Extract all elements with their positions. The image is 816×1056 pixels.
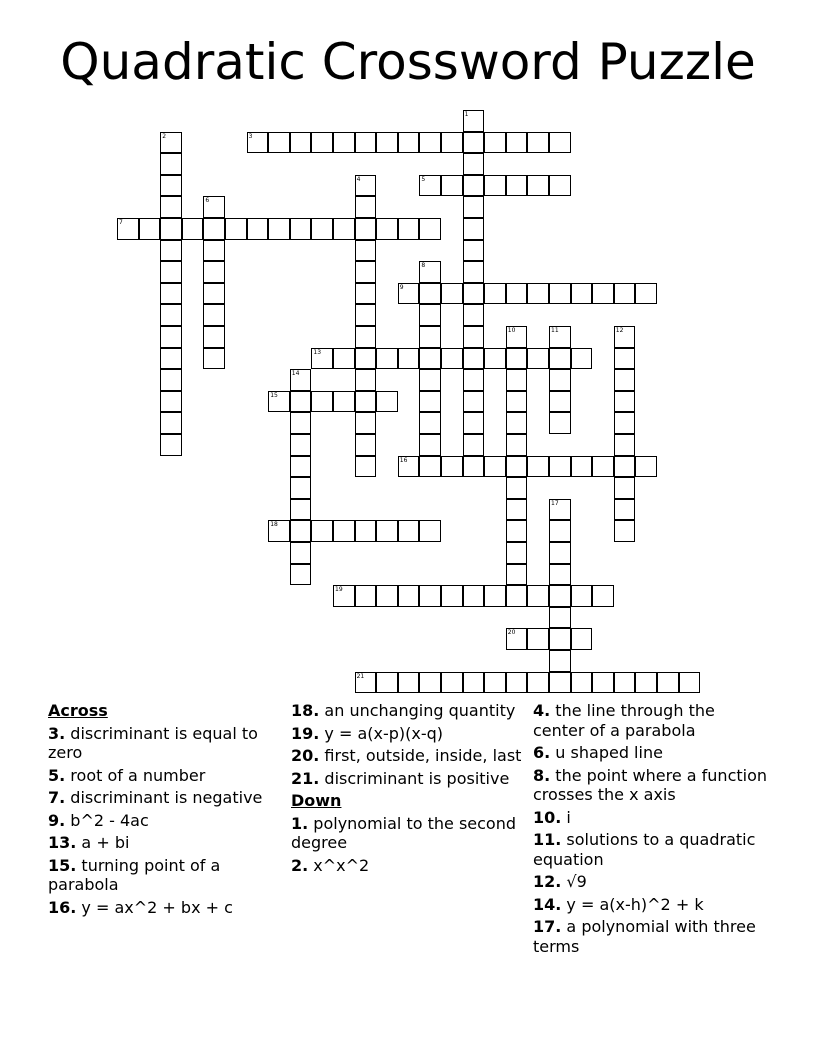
grid-cell[interactable] — [203, 261, 225, 283]
grid-cell[interactable] — [614, 348, 636, 370]
grid-cell[interactable] — [527, 585, 549, 607]
grid-cell[interactable] — [527, 283, 549, 305]
grid-cell[interactable] — [657, 672, 679, 694]
grid-cell[interactable] — [376, 520, 398, 542]
grid-cell[interactable] — [333, 218, 355, 240]
grid-cell[interactable] — [160, 175, 182, 197]
grid-cell[interactable] — [463, 369, 485, 391]
grid-cell[interactable] — [463, 412, 485, 434]
grid-cell[interactable] — [592, 283, 614, 305]
grid-cell[interactable] — [463, 153, 485, 175]
grid-cell[interactable] — [203, 348, 225, 370]
grid-cell[interactable] — [117, 218, 139, 240]
clue-number: 21 — [356, 672, 365, 680]
grid-cell[interactable] — [635, 283, 657, 305]
clue-number: 15 — [270, 391, 278, 399]
grid-cell[interactable] — [484, 175, 506, 197]
grid-cell[interactable] — [549, 542, 571, 564]
grid-cell[interactable] — [614, 499, 636, 521]
grid-cell[interactable] — [160, 412, 182, 434]
grid-cell[interactable] — [355, 391, 377, 413]
grid-cell[interactable] — [160, 434, 182, 456]
clue-number: 16 — [399, 456, 408, 464]
grid-cell[interactable] — [484, 456, 506, 478]
grid-cell[interactable] — [549, 283, 571, 305]
grid-cell[interactable] — [571, 628, 593, 650]
grid-cell[interactable] — [441, 672, 463, 694]
grid-cell[interactable] — [333, 391, 355, 413]
grid-cell[interactable] — [484, 348, 506, 370]
grid-cell[interactable] — [463, 304, 485, 326]
grid-cell[interactable] — [333, 132, 355, 154]
grid-cell[interactable] — [506, 520, 528, 542]
grid-cell[interactable] — [506, 369, 528, 391]
grid-cell[interactable] — [506, 132, 528, 154]
clue-across-5: 5. root of a number — [48, 765, 206, 785]
grid-cell[interactable] — [614, 369, 636, 391]
grid-cell[interactable] — [355, 348, 377, 370]
grid-cell[interactable] — [419, 391, 441, 413]
clue-down-4: 4. the line through the center of a parabola — [533, 701, 715, 740]
grid-cell[interactable] — [355, 672, 377, 694]
grid-cell[interactable] — [355, 283, 377, 305]
grid-cell[interactable] — [160, 153, 182, 175]
grid-cell[interactable] — [160, 283, 182, 305]
clue-number: 6 — [205, 197, 210, 205]
grid-cell[interactable] — [355, 175, 377, 197]
grid-cell[interactable] — [571, 348, 593, 370]
grid-cell[interactable] — [268, 218, 290, 240]
grid-cell[interactable] — [419, 326, 441, 348]
grid-cell[interactable] — [290, 391, 312, 413]
grid-cell[interactable] — [549, 564, 571, 586]
grid-cell[interactable] — [463, 110, 485, 132]
grid-cell[interactable] — [203, 240, 225, 262]
grid-cell[interactable] — [549, 132, 571, 154]
grid-cell[interactable] — [635, 672, 657, 694]
clue-number: 7 — [119, 219, 123, 226]
grid-cell[interactable] — [225, 218, 247, 240]
clue-number: 19 — [335, 586, 343, 594]
grid-cell[interactable] — [203, 218, 225, 240]
clue-number: 8 — [421, 262, 426, 270]
grid-cell[interactable] — [247, 132, 269, 154]
grid-cell[interactable] — [355, 240, 377, 262]
grid-cell[interactable] — [160, 261, 182, 283]
clue-across-16: 16. y = ax^2 + bx + c — [48, 897, 233, 917]
grid-cell[interactable] — [419, 261, 441, 283]
clue-down-12: 12. √9 — [533, 872, 587, 891]
grid-cell[interactable] — [463, 240, 485, 262]
clues-column-2 — [291, 701, 527, 878]
grid-cell[interactable] — [160, 326, 182, 348]
grid-cell[interactable] — [463, 434, 485, 456]
grid-cell[interactable] — [376, 672, 398, 694]
clue-across-3: 3. discriminant is equal to zero — [48, 723, 258, 762]
grid-cell[interactable] — [160, 304, 182, 326]
across-heading: Across — [48, 701, 108, 720]
grid-cell[interactable] — [290, 412, 312, 434]
grid-cell[interactable] — [376, 218, 398, 240]
grid-cell[interactable] — [203, 283, 225, 305]
grid-cell[interactable] — [398, 348, 420, 370]
grid-cell[interactable] — [139, 218, 161, 240]
clue-number: 14 — [291, 370, 300, 378]
clue-down-14: 14. y = a(x-h)^2 + k — [533, 894, 704, 914]
grid-cell[interactable] — [160, 369, 182, 391]
grid-cell[interactable] — [398, 218, 420, 240]
clue-down-1: 1. polynomial to the second degree — [291, 813, 517, 852]
grid-cell[interactable] — [160, 218, 182, 240]
grid-cell[interactable] — [355, 304, 377, 326]
grid-cell[interactable] — [311, 218, 333, 240]
grid-cell[interactable] — [311, 132, 333, 154]
grid-cell[interactable] — [419, 456, 441, 478]
clue-number: 11 — [551, 327, 559, 334]
grid-cell[interactable] — [419, 412, 441, 434]
grid-cell[interactable] — [506, 542, 528, 564]
grid-cell[interactable] — [463, 672, 485, 694]
clue-number: 9 — [399, 283, 404, 291]
grid-cell[interactable] — [268, 132, 290, 154]
clue-number: 3 — [248, 132, 253, 140]
grid-cell[interactable] — [441, 132, 463, 154]
grid-cell[interactable] — [506, 456, 528, 478]
grid-cell[interactable] — [463, 456, 485, 478]
grid-cell[interactable] — [506, 412, 528, 434]
grid-cell[interactable] — [549, 628, 571, 650]
grid-cell[interactable] — [290, 132, 312, 154]
grid-cell[interactable] — [419, 520, 441, 542]
grid-cell[interactable] — [463, 132, 485, 154]
clue-across-18: 18. an unchanging quantity — [291, 701, 516, 720]
grid-cell[interactable] — [376, 585, 398, 607]
grid-cell[interactable] — [463, 283, 485, 305]
grid-cell[interactable] — [160, 348, 182, 370]
grid-cell[interactable] — [506, 326, 528, 348]
grid-cell[interactable] — [549, 348, 571, 370]
grid-cell[interactable] — [549, 326, 571, 348]
clue-across-15: 15. turning point of a parabola — [48, 855, 221, 894]
grid-cell[interactable] — [290, 456, 312, 478]
grid-cell[interactable] — [182, 218, 204, 240]
grid-cell[interactable] — [441, 283, 463, 305]
grid-cell[interactable] — [376, 132, 398, 154]
grid-cell[interactable] — [527, 456, 549, 478]
grid-cell[interactable] — [355, 369, 377, 391]
grid-cell[interactable] — [333, 348, 355, 370]
grid-cell[interactable] — [311, 391, 333, 413]
grid-cell[interactable] — [549, 391, 571, 413]
grid-cell[interactable] — [160, 196, 182, 218]
grid-cell[interactable] — [355, 132, 377, 154]
grid-cell[interactable] — [355, 326, 377, 348]
grid-cell[interactable] — [160, 240, 182, 262]
clue-number: 12 — [615, 327, 624, 334]
grid-cell[interactable] — [506, 283, 528, 305]
grid-cell[interactable] — [463, 585, 485, 607]
grid-cell[interactable] — [419, 218, 441, 240]
grid-cell[interactable] — [355, 585, 377, 607]
grid-cell[interactable] — [506, 628, 528, 650]
grid-cell[interactable] — [549, 412, 571, 434]
grid-cell[interactable] — [571, 585, 593, 607]
clues-column-3 — [533, 701, 769, 959]
clue-across-19: 19. y = a(x-p)(x-q) — [291, 723, 444, 743]
grid-cell[interactable] — [614, 283, 636, 305]
grid-cell[interactable] — [484, 132, 506, 154]
grid-cell[interactable] — [441, 456, 463, 478]
grid-cell[interactable] — [160, 391, 182, 413]
grid-cell[interactable] — [527, 672, 549, 694]
grid-cell[interactable] — [268, 520, 290, 542]
grid-cell[interactable] — [506, 434, 528, 456]
grid-cell[interactable] — [290, 477, 312, 499]
grid-cell[interactable] — [419, 304, 441, 326]
grid-cell[interactable] — [419, 283, 441, 305]
grid-cell[interactable] — [419, 348, 441, 370]
grid-cell[interactable] — [506, 672, 528, 694]
grid-cell[interactable] — [419, 369, 441, 391]
grid-cell[interactable] — [290, 218, 312, 240]
clue-number: 5 — [421, 175, 426, 183]
grid-cell[interactable] — [290, 564, 312, 586]
grid-cell[interactable] — [290, 499, 312, 521]
grid-cell[interactable] — [419, 585, 441, 607]
clue-number: 13 — [313, 348, 322, 356]
clue-down-8: 8. the point where a function crosses the x axis — [533, 765, 768, 804]
grid-cell[interactable] — [463, 348, 485, 370]
grid-cell[interactable] — [311, 520, 333, 542]
grid-cell[interactable] — [290, 542, 312, 564]
grid-cell[interactable] — [614, 391, 636, 413]
grid-cell[interactable] — [506, 348, 528, 370]
clue-down-2: 2. x^x^2 — [291, 855, 370, 875]
grid-cell[interactable] — [506, 477, 528, 499]
grid-cell[interactable] — [506, 391, 528, 413]
clue-across-13: 13. a + bi — [48, 833, 130, 852]
grid-cell[interactable] — [614, 434, 636, 456]
grid-cell[interactable] — [527, 628, 549, 650]
grid-cell[interactable] — [527, 348, 549, 370]
grid-cell[interactable] — [549, 456, 571, 478]
clue-down-11: 11. solutions to a quadratic equation — [533, 830, 756, 869]
grid-cell[interactable] — [484, 283, 506, 305]
grid-cell[interactable] — [463, 261, 485, 283]
grid-cell[interactable] — [484, 585, 506, 607]
grid-cell[interactable] — [441, 585, 463, 607]
grid-cell[interactable] — [355, 196, 377, 218]
grid-cell[interactable] — [571, 672, 593, 694]
down-heading: Down — [291, 791, 342, 810]
grid-cell[interactable] — [614, 672, 636, 694]
clue-number: 2 — [162, 132, 167, 140]
grid-cell[interactable] — [463, 196, 485, 218]
grid-cell[interactable] — [506, 175, 528, 197]
grid-cell[interactable] — [311, 348, 333, 370]
grid-cell[interactable] — [527, 132, 549, 154]
grid-cell[interactable] — [592, 585, 614, 607]
grid-cell[interactable] — [549, 585, 571, 607]
grid-cell[interactable] — [290, 520, 312, 542]
clue-down-6: 6. u shaped line — [533, 743, 663, 762]
grid-cell[interactable] — [419, 434, 441, 456]
grid-cell[interactable] — [549, 499, 571, 521]
grid-cell[interactable] — [398, 283, 420, 305]
grid-cell[interactable] — [355, 434, 377, 456]
grid-cell[interactable] — [463, 218, 485, 240]
grid-cell[interactable] — [160, 132, 182, 154]
grid-cell[interactable] — [419, 132, 441, 154]
grid-cell[interactable] — [614, 477, 636, 499]
grid-cell[interactable] — [549, 520, 571, 542]
grid-cell[interactable] — [549, 175, 571, 197]
grid-cell[interactable] — [203, 326, 225, 348]
grid-cell[interactable] — [506, 499, 528, 521]
clue-across-9: 9. b^2 - 4ac — [48, 810, 149, 830]
clue-across-20: 20. first, outside, inside, last — [291, 746, 522, 765]
grid-cell[interactable] — [463, 391, 485, 413]
grid-cell[interactable] — [549, 672, 571, 694]
grid-cell[interactable] — [614, 326, 636, 348]
grid-cell[interactable] — [441, 175, 463, 197]
clue-number: 10 — [507, 327, 516, 334]
grid-cell[interactable] — [398, 672, 420, 694]
clue-number: 4 — [356, 175, 361, 183]
clue-number: 17 — [551, 499, 559, 507]
grid-cell[interactable] — [463, 175, 485, 197]
clue-number: 1 — [464, 111, 469, 118]
clue-across-7: 7. discriminant is negative — [48, 788, 263, 807]
grid-cell[interactable] — [571, 283, 593, 305]
clues-column-1 — [48, 701, 284, 920]
grid-cell[interactable] — [376, 391, 398, 413]
grid-cell[interactable] — [398, 585, 420, 607]
grid-cell[interactable] — [484, 672, 506, 694]
grid-cell[interactable] — [679, 672, 701, 694]
grid-cell[interactable] — [592, 672, 614, 694]
grid-cell[interactable] — [290, 369, 312, 391]
grid-cell[interactable] — [463, 326, 485, 348]
grid-cell[interactable] — [355, 456, 377, 478]
page-title: Quadratic Crossword Puzzle — [60, 33, 756, 91]
clue-number: 18 — [270, 521, 278, 529]
grid-cell[interactable] — [355, 218, 377, 240]
clue-down-10: 10. i — [533, 807, 571, 827]
grid-cell[interactable] — [203, 304, 225, 326]
clue-across-21: 21. discriminant is positive — [291, 768, 510, 788]
grid-cell[interactable] — [614, 412, 636, 434]
clue-number: 20 — [507, 629, 516, 637]
grid-cell[interactable] — [506, 564, 528, 586]
grid-cell[interactable] — [268, 391, 290, 413]
grid-cell[interactable] — [355, 520, 377, 542]
grid-cell[interactable] — [549, 369, 571, 391]
grid-cell[interactable] — [333, 520, 355, 542]
grid-cell[interactable] — [506, 585, 528, 607]
grid-cell[interactable] — [441, 348, 463, 370]
grid-cell[interactable] — [290, 434, 312, 456]
grid-cell[interactable] — [527, 175, 549, 197]
grid-cell[interactable] — [398, 132, 420, 154]
grid-cell[interactable] — [247, 218, 269, 240]
grid-cell[interactable] — [549, 650, 571, 672]
grid-cell[interactable] — [419, 175, 441, 197]
grid-cell[interactable] — [549, 607, 571, 629]
grid-cell[interactable] — [355, 412, 377, 434]
grid-cell[interactable] — [376, 348, 398, 370]
grid-cell[interactable] — [398, 456, 420, 478]
grid-cell[interactable] — [333, 585, 355, 607]
grid-cell[interactable] — [592, 456, 614, 478]
grid-cell[interactable] — [355, 261, 377, 283]
grid-cell[interactable] — [614, 456, 636, 478]
grid-cell[interactable] — [398, 520, 420, 542]
grid-cell[interactable] — [635, 456, 657, 478]
grid-cell[interactable] — [614, 520, 636, 542]
grid-cell[interactable] — [203, 196, 225, 218]
clue-down-17: 17. a polynomial with three terms — [533, 917, 756, 956]
grid-cell[interactable] — [571, 456, 593, 478]
grid-cell[interactable] — [419, 672, 441, 694]
